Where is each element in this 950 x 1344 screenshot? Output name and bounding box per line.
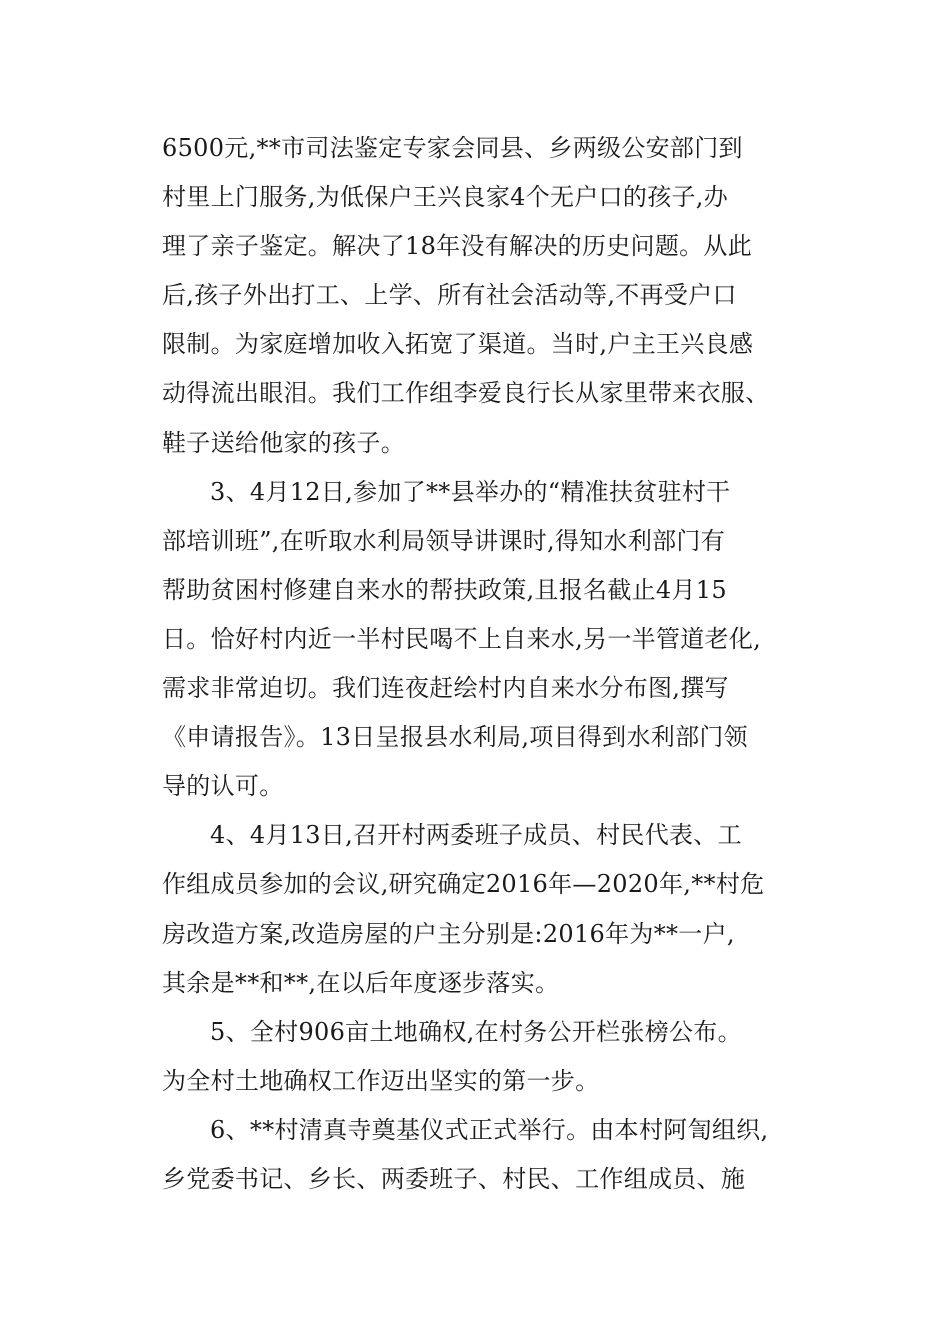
text-line: 作组成员参加的会议,研究确定2016年—2020年,**村危 <box>162 870 765 899</box>
paragraph-5-start: 5、全村906亩土地确权,在村务公开栏张榜公布。 <box>210 1017 742 1046</box>
text-line: 日。恰好村内近一半村民喝不上自来水,另一半管道老化, <box>162 624 762 653</box>
text-line: 导的认可。 <box>162 772 284 801</box>
paragraph-3-start: 3、4月12日,参加了**县举办的“精准扶贫驻村干 <box>210 477 731 506</box>
text-line: 动得流出眼泪。我们工作组李爱良行长从家里带来衣服、 <box>162 379 770 408</box>
text-line: 为全村土地确权工作迈出坚实的第一步。 <box>162 1066 600 1095</box>
paragraph-6-start: 6、**村清真寺奠基仪式正式举行。由本村阿訇组织, <box>210 1115 769 1144</box>
text-line: 《申请报告》。13日呈报县水利局,项目得到水利部门领 <box>162 723 748 752</box>
text-line: 后,孩子外出打工、上学、所有社会活动等,不再受户口 <box>162 281 737 310</box>
document-body <box>162 124 812 1204</box>
text-line: 限制。为家庭增加收入拓宽了渠道。当时,户主王兴良感 <box>162 330 754 359</box>
text-line: 理了亲子鉴定。解决了18年没有解决的历史问题。从此 <box>162 232 753 261</box>
text-line: 鞋子送给他家的孩子。 <box>162 428 405 457</box>
paragraph-4-start: 4、4月13日,召开村两委班子成员、村民代表、工 <box>210 821 742 850</box>
text-line: 村里上门服务,为低保户王兴良家4个无户口的孩子,办 <box>162 183 729 212</box>
text-line: 6500元,**市司法鉴定专家会同县、乡两级公安部门到 <box>162 134 743 162</box>
text-line: 房改造方案,改造房屋的户主分别是:2016年为**一户, <box>162 919 735 948</box>
text-line: 其余是**和**,在以后年度逐步落实。 <box>162 968 560 997</box>
text-line: 部培训班”,在听取水利局领导讲课时,得知水利部门有 <box>162 526 726 555</box>
text-line: 需求非常迫切。我们连夜赶绘村内自来水分布图,撰写 <box>162 674 729 703</box>
text-line: 乡党委书记、乡长、两委班子、村民、工作组成员、施 <box>162 1164 746 1193</box>
text-line: 帮助贫困村修建自来水的帮扶政策,且报名截止4月15 <box>162 575 727 604</box>
